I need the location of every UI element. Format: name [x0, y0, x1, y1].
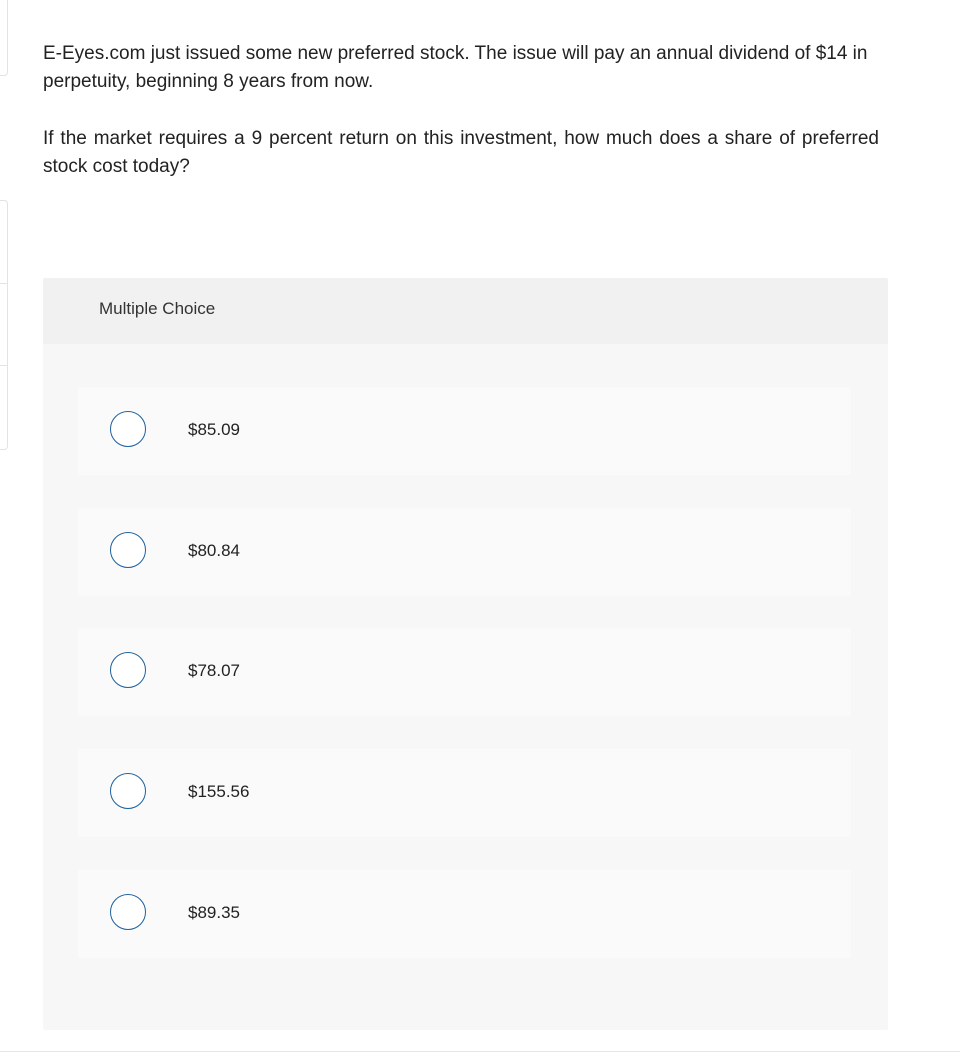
left-panel-divider: [0, 283, 7, 284]
answer-option[interactable]: [78, 628, 851, 716]
multiple-choice-panel: [43, 278, 888, 1030]
answer-option[interactable]: [78, 870, 851, 958]
page-divider: [0, 1051, 960, 1052]
radio-button[interactable]: [110, 532, 146, 568]
answer-option-label: $89.35: [188, 903, 240, 922]
radio-button[interactable]: [110, 652, 146, 688]
answer-option-label: $80.84: [188, 541, 240, 560]
left-panel-divider: [0, 365, 7, 366]
radio-button[interactable]: [110, 894, 146, 930]
question-paragraph: If the market requires a 9 percent return on this investment, how much does a share of preferred stock cost today?: [43, 128, 879, 177]
answer-option[interactable]: [78, 387, 851, 475]
answer-option[interactable]: [78, 749, 851, 837]
answer-option-label: $155.56: [188, 782, 250, 801]
question-text: [43, 40, 879, 181]
answer-option-label: $85.09: [188, 420, 240, 439]
left-panel-edge: [0, 0, 8, 76]
multiple-choice-title: Multiple Choice: [99, 299, 216, 318]
radio-button[interactable]: [110, 773, 146, 809]
answer-option[interactable]: [78, 508, 851, 596]
question-paragraph: E-Eyes.com just issued some new preferred stock. The issue will pay an annual dividend of $14 in perpetuity, beginning 8 years from now.: [43, 43, 868, 92]
radio-button[interactable]: [110, 411, 146, 447]
answer-option-label: $78.07: [188, 661, 240, 680]
left-panel-edge: [0, 200, 8, 450]
multiple-choice-header: [43, 278, 888, 344]
